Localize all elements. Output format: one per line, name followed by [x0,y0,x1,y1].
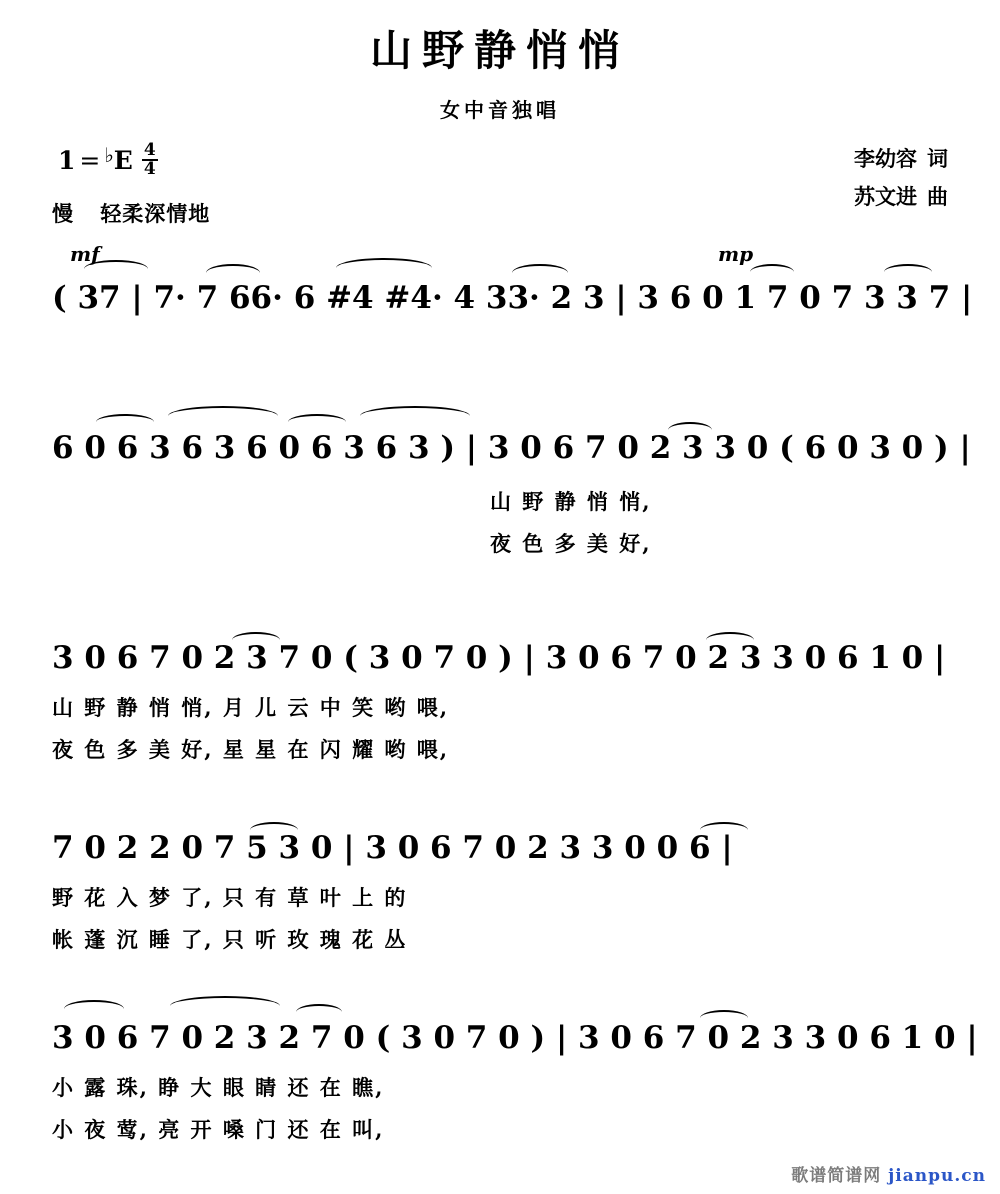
notes-line-1 [52,280,973,316]
lyric-verse-1: 小 露 珠, 睁 大 眼 睛 还 在 瞧, [52,1075,385,1100]
meter-numerator: 4 [143,140,156,160]
flat-sign: ♭ [104,143,114,167]
dynamic-mf: mf [70,242,100,266]
slur [170,996,280,1016]
dynamic-mp: mp [718,242,754,266]
watermark [791,1161,986,1186]
staff-system-2 [0,400,1000,570]
staff-system-4 [0,800,1000,980]
notes-text: 3 0 6 7 0 2 3 7 0 ( 3 0 7 0 ) | 3 0 6 7 0 2 3 3 0 6 1 0 | [52,640,946,676]
lyric-verse-2: 小 夜 莺, 亮 开 嗓 门 还 在 叫, [52,1117,385,1142]
lyric-verse-1: 野 花 入 梦 了, 只 有 草 叶 上 的 [52,885,408,910]
page-title: 山野静悄悄 [369,26,630,75]
lyricist-role: 词 [927,146,948,171]
slur [360,406,470,426]
watermark-url: jianpu.cn [888,1166,986,1186]
slur [288,414,346,430]
lyric-verse-2: 夜 色 多 美 好, [490,531,652,556]
staff-system-5 [0,990,1000,1170]
credits [854,140,948,216]
subtitle: 女中音独唱 [440,98,560,122]
slur [336,258,432,278]
slur [884,264,932,280]
composer-role: 曲 [927,183,948,209]
slur [750,264,794,280]
time-signature [142,142,158,178]
slur [64,1000,124,1018]
slur [84,260,148,278]
notes-text: 6 0 6 3 6 3 6 0 6 3 6 3 ) | 3 0 6 7 0 2 3 3 0 ( 6 0 3 0 ) | [52,430,971,466]
notes-line-4 [52,830,960,866]
lyric-verse-2: 帐 蓬 沉 睡 了, 只 听 玫 瑰 花 丛 [52,927,408,952]
tempo-word: 慢 [52,201,74,226]
slur [168,406,278,426]
composer-name: 苏文进 [854,183,917,209]
notes-text: 7 0 2 2 0 7 5 3 0 | 3 0 6 7 0 2 3 3 0 0 6 | [52,830,733,866]
watermark-text: 歌谱简谱网 [791,1166,882,1186]
key-number: 1 [58,145,76,175]
lyric-verse-2: 夜 色 多 美 好, 星 星 在 闪 耀 哟 喂, [52,737,450,762]
tempo-marking [52,198,210,228]
key-signature [58,142,158,178]
staff-system-1 [0,238,1000,368]
notes-text: ( 37 | 7· 7 66· 6 #4 #4· 4 33· 2 3 | 3 6 0 1 7 0 7 3 3 7 | [52,280,973,316]
staff-system-3 [0,610,1000,790]
notes-text: 3 0 6 7 0 2 3 2 7 0 ( 3 0 7 0 ) | 3 0 6 7 0 2 3 3 0 6 1 0 | [52,1020,978,1056]
meter-denominator: 4 [143,159,156,179]
key-equals: = [79,145,101,175]
lyric-verse-1: 山 野 静 悄 悄, 月 儿 云 中 笑 哟 喂, [52,695,450,720]
lyric-verse-1: 山 野 静 悄 悄, [490,489,652,514]
lyricist-name: 李幼容 [854,146,917,171]
notes-line-2 [52,430,971,466]
slur [296,1004,342,1020]
lyricist-line [854,140,948,178]
key-letter: E [113,145,133,175]
slur [96,414,154,430]
notes-line-5 [52,1020,978,1056]
notes-line-3 [52,640,960,676]
expression-word: 轻柔深情地 [100,201,211,226]
composer-line [854,178,948,216]
